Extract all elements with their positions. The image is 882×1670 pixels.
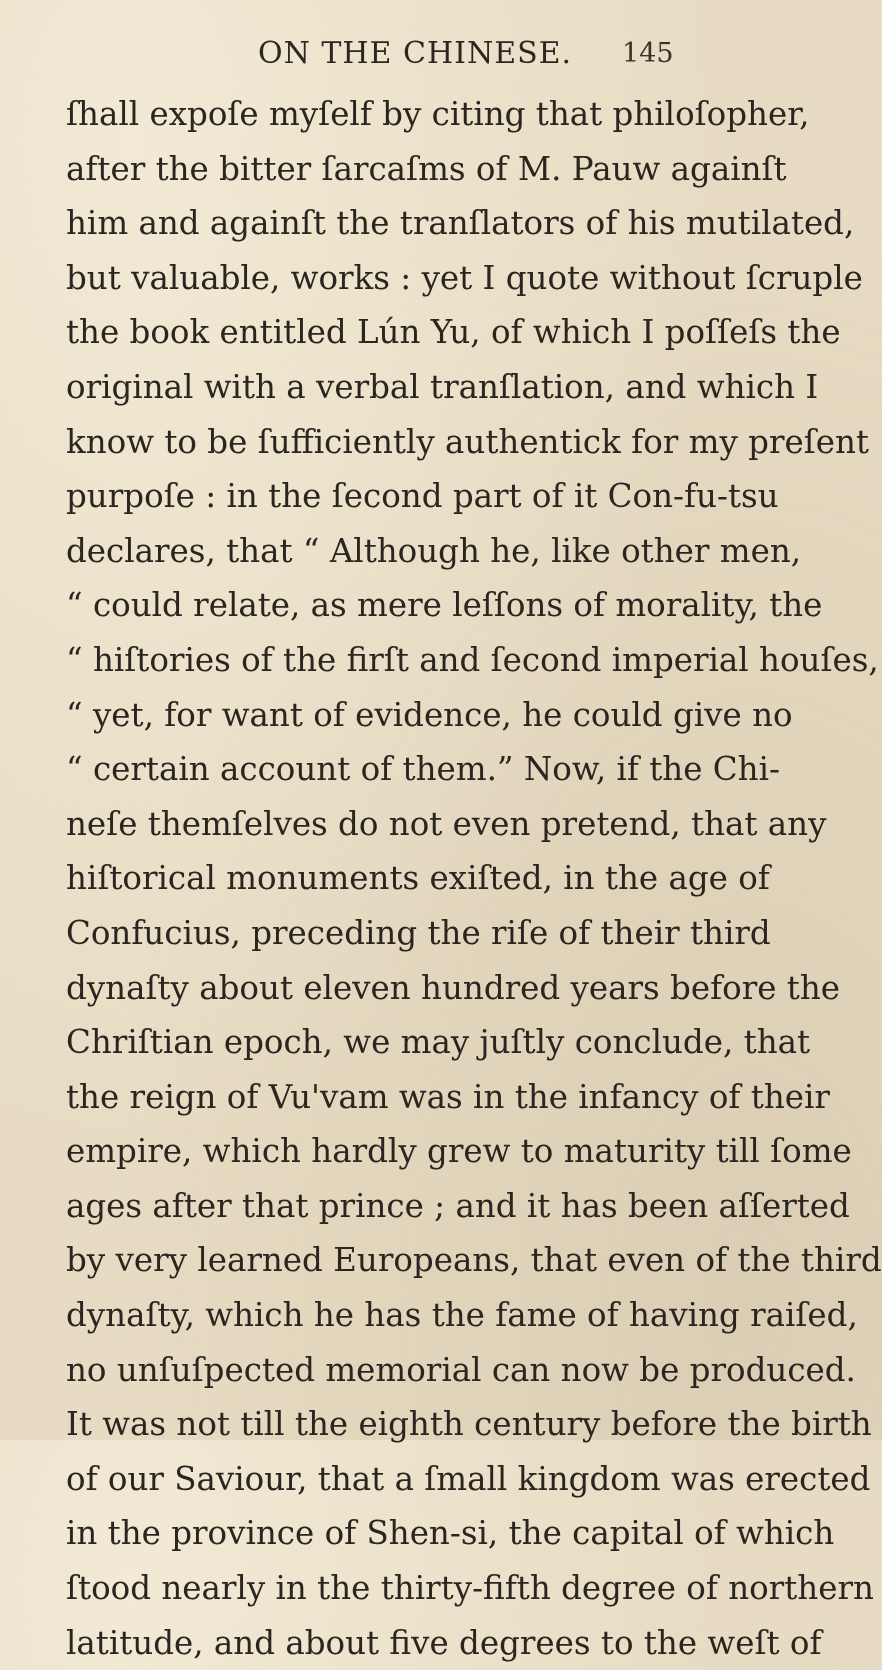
- text-line: dynaſty about eleven hundred years before the: [66, 968, 841, 1007]
- text-line: dynaſty, which he has the fame of having raiſed,: [66, 1296, 858, 1335]
- text-line: the book entitled Lún Yu, of which I poſſeſs the: [66, 313, 841, 352]
- text-line: him and againſt the tranſlators of his mutilated,: [66, 204, 855, 243]
- text-line: ſhall expoſe myſelf by citing that philoſopher,: [66, 95, 810, 133]
- text-line: “ could relate, as mere leſſons of morality, the: [66, 586, 823, 625]
- text-line: after the bitter ſarcaſms of M. Pauw againſt: [66, 149, 787, 188]
- text-line: neſe themſelves do not even pretend, that any: [66, 804, 827, 843]
- text-line: hiſtorical monuments exiſted, in the age of: [66, 859, 770, 898]
- text-line: the reign of Vu'vam was in the infancy of their: [66, 1077, 830, 1116]
- text-line: declares, that “ Although he, like other men,: [66, 531, 802, 570]
- text-line: no unſuſpected memorial can now be produced.: [66, 1350, 856, 1389]
- body-text: [66, 87, 882, 1670]
- running-title: ON THE CHINESE.: [258, 36, 573, 71]
- text-line: purpoſe : in the ſecond part of it Con-fu-tsu: [66, 477, 779, 516]
- text-line: latitude, and about five degrees to the weſt of: [66, 1623, 822, 1662]
- text-line: by very learned Europeans, that even of the third: [66, 1241, 882, 1280]
- text-line: It was not till the eighth century before the birth: [66, 1405, 872, 1444]
- text-line: empire, which hardly grew to maturity till ſome: [66, 1132, 852, 1171]
- text-line: ſtood nearly in the thirty-fifth degree of northern: [66, 1569, 874, 1608]
- text-line: of our Saviour, that a ſmall kingdom was erected: [66, 1459, 871, 1498]
- page-number: 145: [622, 38, 674, 69]
- text-line: “ certain account of them.” Now, if the Chi-: [66, 750, 780, 789]
- text-line: Confucius, preceding the riſe of their third: [66, 913, 771, 952]
- text-line: “ yet, for want of evidence, he could give no: [66, 695, 793, 734]
- text-line: original with a verbal tranſlation, and which I: [66, 367, 819, 406]
- text-line: ages after that prince ; and it has been aſſerted: [66, 1186, 850, 1225]
- text-line: “ hiſtories of the firſt and ſecond imperial houſes,: [66, 640, 879, 679]
- text-line: Chriſtian epoch, we may juſtly conclude, that: [66, 1023, 811, 1062]
- text-line: in the province of Shen-si, the capital of which: [66, 1514, 835, 1553]
- text-line: know to be ſufficiently authentick for my preſent: [66, 422, 869, 461]
- text-line: but valuable, works : yet I quote without ſcruple: [66, 258, 863, 297]
- running-head: [0, 36, 800, 76]
